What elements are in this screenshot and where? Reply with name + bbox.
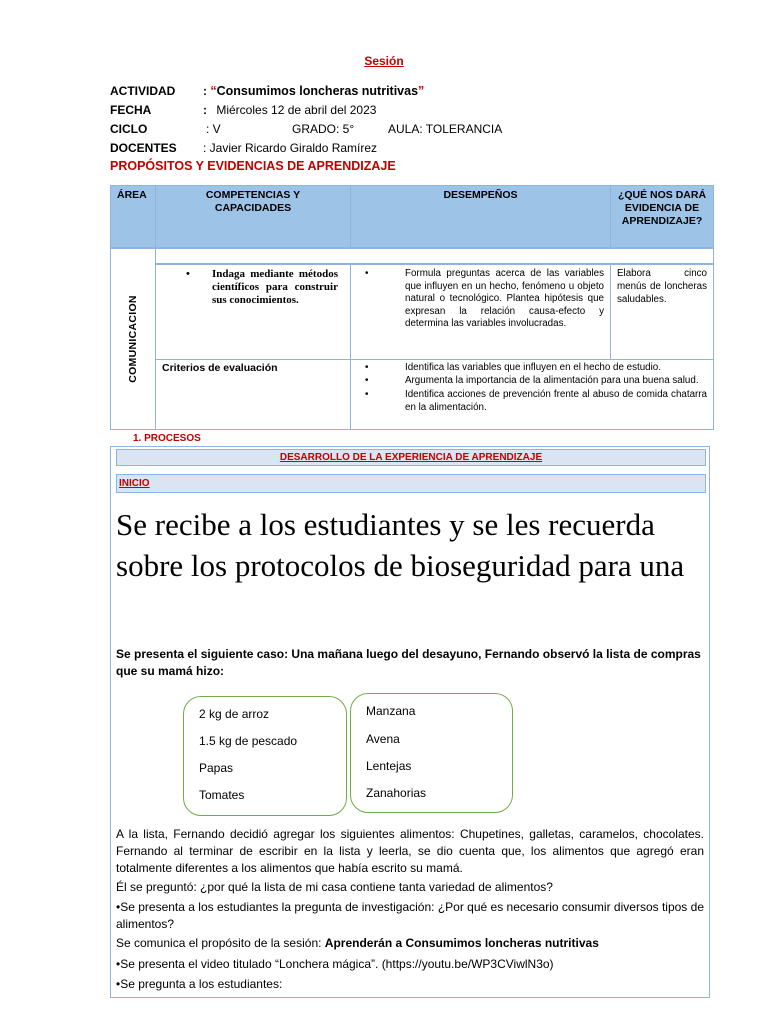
fecha-label: FECHA bbox=[110, 103, 152, 117]
proposito-prefix: Se comunica el propósito de la sesión: bbox=[116, 936, 325, 950]
actividad-sep: : bbox=[203, 84, 207, 98]
caso-paragraph bbox=[116, 646, 704, 680]
competencia-text: • Indaga mediante métodos científicos para construir sus conocimientos. bbox=[178, 268, 338, 307]
list-item: Lentejas bbox=[366, 759, 412, 773]
area-name: COMUNICACION bbox=[127, 295, 139, 383]
development-header: DESARROLLO DE LA EXPERIENCIA DE APRENDIZAJE bbox=[116, 449, 706, 466]
ciclo-value: : V bbox=[206, 122, 221, 136]
docentes-value: : Javier Ricardo Giraldo Ramírez bbox=[203, 141, 378, 155]
desempeno-cell bbox=[350, 264, 611, 360]
purpose-heading: PROPÓSITOS Y EVIDENCIAS DE APRENDIZAJE bbox=[110, 159, 396, 173]
list-item: Zanahorias bbox=[366, 786, 427, 800]
fecha-value: Miércoles 12 de abril del 2023 bbox=[216, 103, 377, 117]
paragraph-proposito bbox=[116, 935, 704, 952]
shopping-list-1 bbox=[183, 696, 347, 816]
header-desempenos: DESEMPEÑOS bbox=[350, 185, 611, 248]
list-item: 2 kg de arroz bbox=[199, 707, 270, 721]
actividad-label: ACTIVIDAD bbox=[110, 84, 176, 98]
competencia-cell bbox=[155, 264, 351, 360]
list-item: Tomates bbox=[199, 788, 245, 802]
criterios-label-cell bbox=[155, 359, 351, 430]
list-item: Papas bbox=[199, 761, 234, 775]
paragraph-video: •Se presenta el video titulado “Lonchera mágica”. (https://youtu.be/WP3CViwlN3o) bbox=[116, 957, 554, 971]
evidencia-text: Elabora cinco menús de loncheras saludables. bbox=[617, 268, 707, 305]
info-fecha bbox=[110, 103, 376, 117]
session-title: Sesión bbox=[364, 54, 404, 68]
header-evidencia: ¿QUÉ NOS DARÁ EVIDENCIA DE APRENDIZAJE? bbox=[610, 185, 714, 248]
desempeno-text: • Formula preguntas acerca de las variables que influyen en un hecho, fenómeno u objeto natural o tecnológico. Plantea hipótesis que expresan la relación causa-efecto y determina las variables involucradas. bbox=[357, 268, 604, 331]
caso-text: Se presenta el siguiente caso: Una mañana luego del desayuno, Fernando observó la lista de compras que su mamá hizo: bbox=[116, 647, 701, 678]
procesos-heading: 1. PROCESOS bbox=[133, 433, 201, 444]
actividad-value: “Consumimos loncheras nutritivas” bbox=[210, 84, 425, 98]
paragraph-lista: A la lista, Fernando decidió agregar los siguientes alimentos: Chupetines, galletas, caramelos, chocolates. Fernando al terminar de escribir en la lista y leerla, se dio cuenta que, los alimentos que agregó eran totalmente diferentes a los alimentos que había escrito su mamá. bbox=[116, 827, 704, 875]
criterios-cell bbox=[350, 359, 714, 430]
header-area: ÁREA bbox=[110, 185, 156, 248]
proposito-bold: Aprenderán a Consumimos loncheras nutritivas bbox=[324, 936, 599, 950]
fecha-sep: : bbox=[203, 103, 207, 117]
criterios-label: Criterios de evaluación bbox=[162, 362, 278, 374]
spacer-row bbox=[155, 248, 714, 264]
criterio-item: • Identifica las variables que influyen en el hecho de estudio. bbox=[357, 362, 707, 375]
area-cell bbox=[110, 248, 156, 430]
criterio-item: • Identifica acciones de prevención frente al abuso de comida chatarra en la alimentación. bbox=[357, 389, 707, 414]
ciclo-label: CICLO bbox=[110, 122, 148, 136]
list-item: Avena bbox=[366, 732, 400, 746]
aula-value: AULA: TOLERANCIA bbox=[388, 122, 503, 136]
paragraph-pregunta-estudiantes: •Se pregunta a los estudiantes: bbox=[116, 977, 283, 991]
docentes-label: DOCENTES bbox=[110, 141, 177, 155]
paragraph-pregunta: Él se preguntó: ¿por qué la lista de mi casa contiene tanta variedad de alimentos? bbox=[116, 880, 553, 894]
criterio-item: • Argumenta la importancia de la alimentación para una buena salud. bbox=[357, 375, 707, 388]
paragraph-investigacion: •Se presenta a los estudiantes la pregunta de investigación: ¿Por qué es necesario consumir diversos tipos de alimentos? bbox=[116, 900, 704, 931]
evidencia-cell bbox=[610, 264, 714, 360]
info-actividad bbox=[110, 84, 424, 98]
grado-value: GRADO: 5° bbox=[292, 122, 355, 136]
info-ciclo bbox=[110, 122, 502, 136]
list-item: Manzana bbox=[366, 704, 416, 718]
info-docentes bbox=[110, 141, 377, 155]
header-competencias: COMPETENCIAS Y CAPACIDADES bbox=[155, 185, 351, 248]
list-item: 1.5 kg de pescado bbox=[199, 734, 298, 748]
shopping-list-2 bbox=[350, 693, 513, 813]
welcome-text: Se recibe a los estudiantes y se les recuerda sobre los protocolos de bioseguridad para una bbox=[116, 507, 685, 583]
inicio-label: INICIO bbox=[116, 474, 706, 493]
